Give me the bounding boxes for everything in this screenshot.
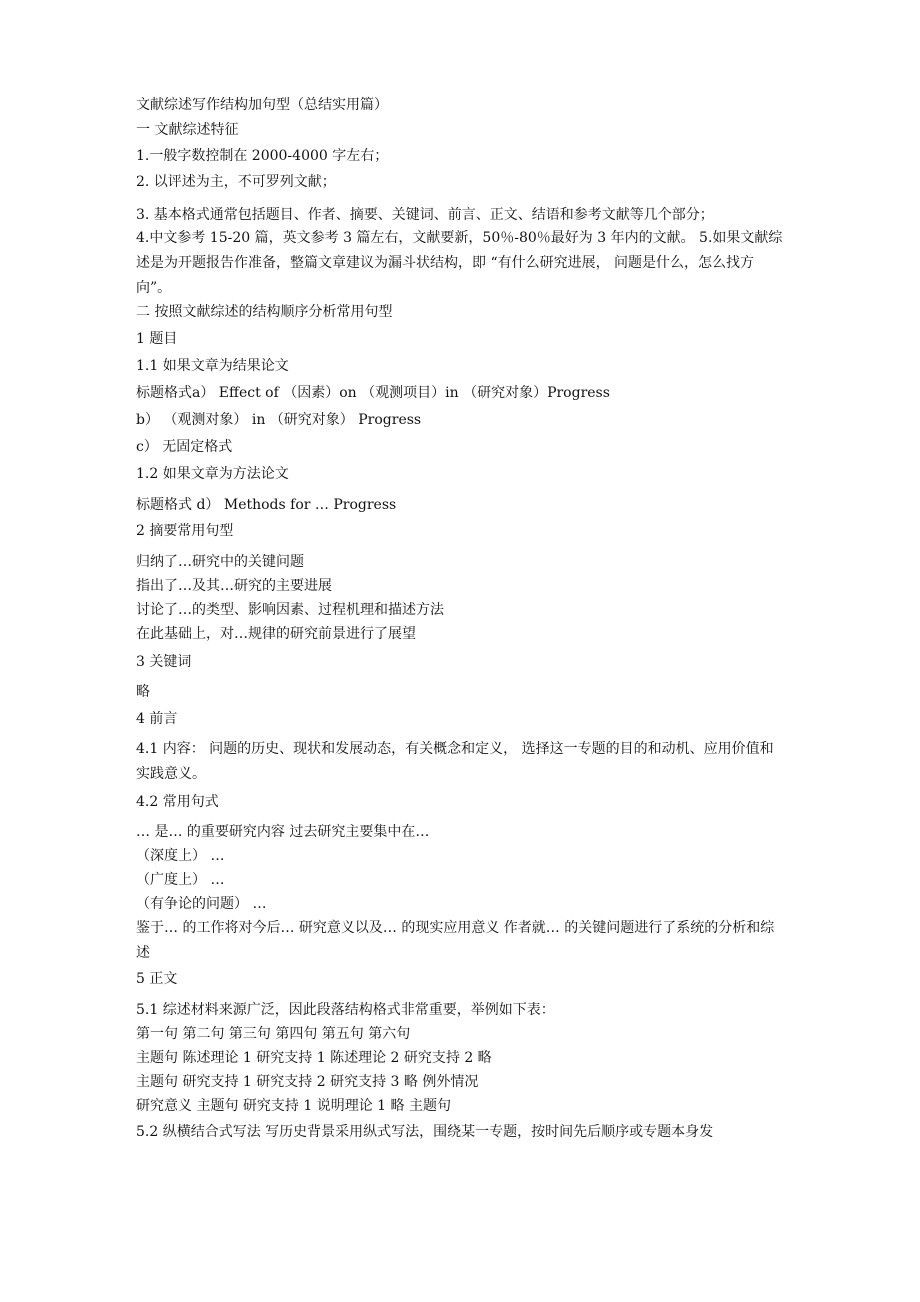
text-line: （广度上） … bbox=[136, 872, 225, 888]
text-line: 第一句 第二句 第三句 第四句 第五句 第六句 bbox=[136, 1026, 411, 1042]
text-line: 主题句 研究支持 1 研究支持 2 研究支持 3 略 例外情况 bbox=[136, 1074, 479, 1090]
subsection-heading: 1 题目 bbox=[136, 331, 178, 347]
text-line: 1.一般字数控制在 2000-4000 字左右； bbox=[136, 148, 389, 164]
subsection-heading: 3 关键词 bbox=[136, 654, 192, 670]
text-line: （深度上） … bbox=[136, 848, 225, 864]
text-line: 主题句 陈述理论 1 研究支持 1 陈述理论 2 研究支持 2 略 bbox=[136, 1050, 492, 1066]
text-paragraph: 鉴于… 的工作将对今后… 研究意义以及… 的现实应用意义 作者就… 的关键问题进行了系统的分析和综述 bbox=[136, 920, 775, 961]
text-line: 3. 基本格式通常包括题目、作者、摘要、关键词、前言、正文、结语和参考文献等几个部分； bbox=[136, 207, 714, 223]
text-line: 4.2 常用句式 bbox=[136, 794, 219, 810]
text-line: 2. 以评述为主，不可罗列文献； bbox=[136, 174, 336, 190]
text-paragraph: 4.中文参考 15-20 篇，英文参考 3 篇左右，文献要新，50％-80％最好为 3 年内的文献。 5.如果文献综述是为开题报告作准备，整篇文章建议为漏斗状结构，即 “有什么研究进展， 问题是什么，怎么找方向”。 bbox=[136, 230, 783, 296]
subsection-heading: 4 前言 bbox=[136, 711, 178, 727]
text-line: b） （观测对象） in （研究对象） Progress bbox=[136, 412, 422, 428]
document-title: 文献综述写作结构加句型（总结实用篇） bbox=[136, 97, 388, 113]
text-line: 在此基础上，对…规律的研究前景进行了展望 bbox=[136, 626, 416, 642]
text-line: 1.2 如果文章为方法论文 bbox=[136, 466, 289, 482]
text-line: 1.1 如果文章为结果论文 bbox=[136, 358, 289, 374]
subsection-heading: 2 摘要常用句型 bbox=[136, 523, 234, 539]
text-line: 研究意义 主题句 研究支持 1 说明理论 1 略 主题句 bbox=[136, 1098, 451, 1114]
subsection-heading: 5 正文 bbox=[136, 971, 178, 987]
text-line: 指出了…及其…研究的主要进展 bbox=[136, 578, 332, 594]
text-line: 5.1 综述材料来源广泛，因此段落结构格式非常重要，举例如下表： bbox=[136, 1002, 555, 1018]
text-paragraph: 4.1 内容： 问题的历史、现状和发展动态，有关概念和定义， 选择这一专题的目的和动机、应用价值和实践意义。 bbox=[136, 741, 774, 782]
section-heading: 一 文献综述特征 bbox=[136, 122, 239, 138]
text-line: （有争论的问题） … bbox=[136, 896, 267, 912]
text-line: 标题格式a） Effect of （因素）on （观测项目）in （研究对象）Progress bbox=[136, 385, 610, 401]
text-line: 标题格式 d） Methods for … Progress bbox=[136, 497, 397, 513]
text-line: c） 无固定格式 bbox=[136, 439, 233, 455]
text-line: 归纳了…研究中的关键问题 bbox=[136, 554, 304, 570]
section-heading: 二 按照文献综述的结构顺序分析常用句型 bbox=[136, 304, 393, 320]
text-line: 5.2 纵横结合式写法 写历史背景采用纵式写法，围绕某一专题，按时间先后顺序或专题本身发 bbox=[136, 1124, 714, 1140]
text-line: 略 bbox=[136, 684, 150, 700]
text-line: … 是… 的重要研究内容 过去研究主要集中在… bbox=[136, 824, 430, 840]
text-line: 讨论了…的类型、影响因素、过程机理和描述方法 bbox=[136, 602, 444, 618]
